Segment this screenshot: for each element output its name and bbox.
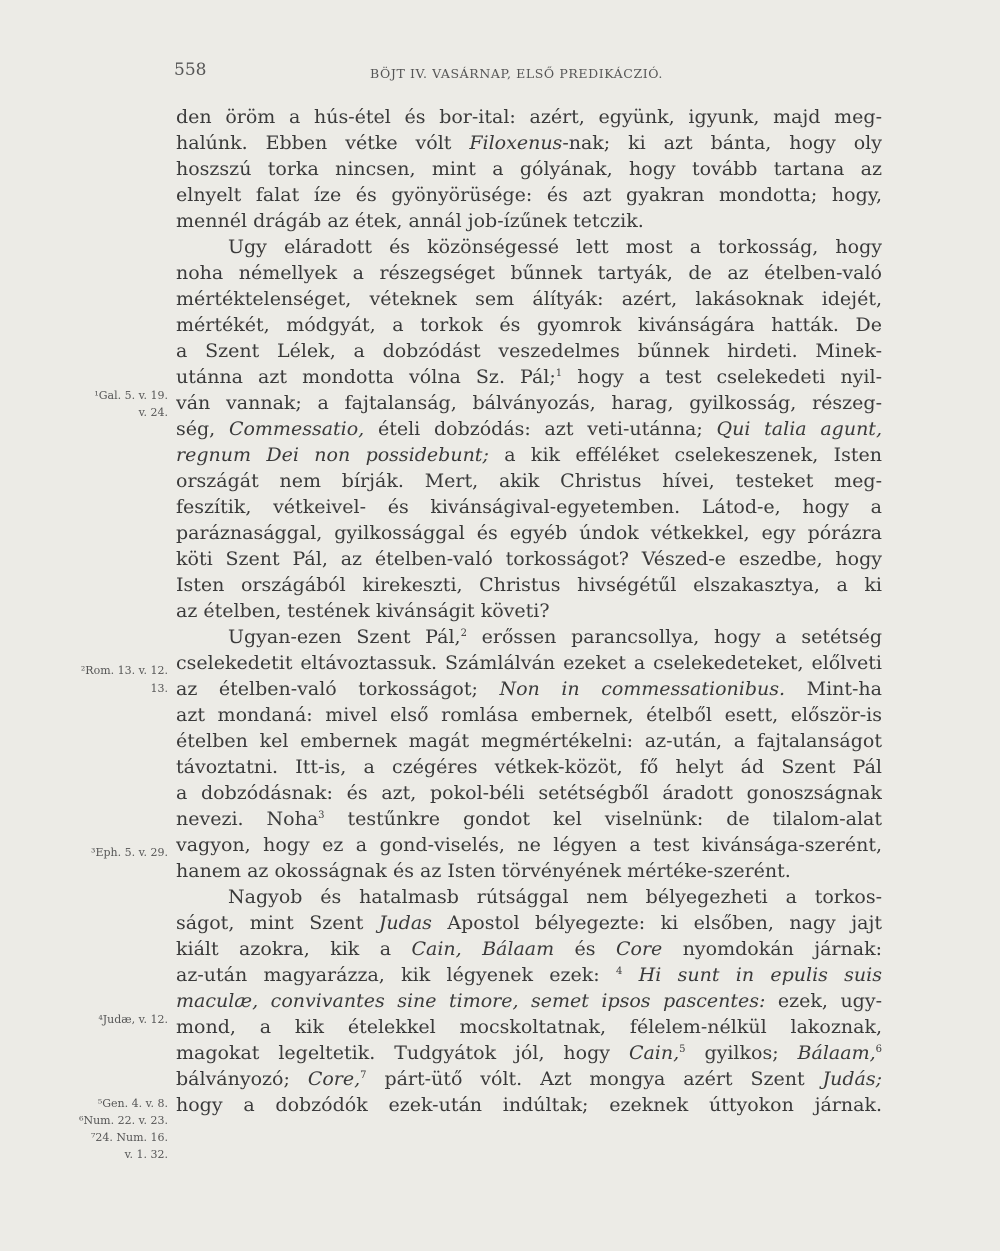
text-line (176, 286, 882, 312)
text-line (176, 390, 882, 416)
text-italic: Commessatio, (228, 418, 365, 440)
footnote-ref: 5 (679, 1044, 686, 1055)
text-line (176, 442, 882, 468)
body-text (176, 104, 882, 1118)
text-run: párt-ütő vólt. Azt mongya azért Szent (366, 1068, 823, 1090)
text-line (176, 1092, 882, 1118)
text-run: mértéktelenséget, véteknek sem álítyák: azért, lakásoknak idejét, (176, 288, 882, 310)
margin-note: ⁵Gen. 4. v. 8. (97, 1097, 168, 1110)
text-line (176, 520, 882, 546)
text-run: hoszszú torka nincsen, mint a gólyának, hogy tovább tartana az (176, 158, 882, 180)
text-run: Nagyob és hatalmasb rútsággal nem bélyegezheti a torkos- (228, 886, 882, 908)
text-run: mértékét, módgyát, a torkok és gyomrok kivánságára hatták. De (176, 314, 882, 336)
text-run: ételi dobzódás: azt veti-utánna; (364, 418, 717, 440)
text-run: Isten országából kirekeszti, Christus hivségétűl elszakasztya, a ki (176, 574, 882, 596)
footnote-ref: 7 (360, 1070, 367, 1081)
text-run: nyomdokán járnak: (662, 938, 882, 960)
text-run: az ételben-való torkosságot; (176, 678, 500, 700)
page-number: 558 (174, 60, 207, 80)
text-line (176, 1014, 882, 1040)
margin-note: ³Eph. 5. v. 29. (91, 846, 168, 859)
text-italic: Cain, (628, 1042, 680, 1064)
margin-note: v. 24. (138, 406, 168, 419)
text-run: utánna azt mondotta vólna Sz. Pál; (176, 366, 556, 388)
text-italic: Core (615, 938, 663, 960)
text-run: ételben kel embernek magát megmértékelni: az-után, a fajtalanságot (176, 730, 882, 752)
text-line (176, 208, 882, 234)
margin-note: ⁶Num. 22. v. 23. (79, 1114, 168, 1127)
text-run: erőssen parancsollya, hogy a setétség (466, 626, 882, 648)
text-run: cselekedetit eltávoztassuk. Számlálván ezeket a cselekedeteket, előlveti (176, 652, 882, 674)
text-run: a dobzódásnak: és azt, pokol-béli setétségből áradott gonoszságnak (176, 782, 882, 804)
text-run: Mint-ha (785, 678, 882, 700)
text-run: mond, a kik ételekkel mocskoltatnak, félelem-nélkül lakoznak, (176, 1016, 882, 1038)
text-line (176, 156, 882, 182)
text-line (176, 260, 882, 286)
text-run: paráznasággal, gyilkossággal és egyéb úndok vétkekkel, egy pórázra (176, 522, 882, 544)
text-line (176, 572, 882, 598)
text-italic: Cain, (411, 938, 462, 960)
footnote-ref: 1 (555, 368, 563, 379)
text-italic: Bálaam, (797, 1042, 876, 1064)
margin-note: 13. (150, 682, 168, 695)
margin-note: v. 1. 32. (124, 1148, 168, 1161)
text-run: noha némellyek a részegséget bűnnek tartyák, de az ételben-való (176, 262, 882, 284)
text-run: vagyon, hogy ez a gond-viselés, ne légyen a test kivánsága-szerént, (176, 834, 882, 856)
text-italic: maculæ, convivantes sine timore, semet ipsos pascentes: (176, 990, 766, 1012)
footnote-ref: 4 (615, 966, 623, 977)
text-line (176, 754, 882, 780)
text-run: testűnkre gondot kel viselnünk: de tilalom-alat (324, 808, 882, 830)
text-line (176, 910, 882, 936)
text-line (176, 806, 882, 832)
text-run: Apostol bélyegezte: ki elsőben, nagy jajt (431, 912, 882, 934)
text-italic: Non in commessationibus. (499, 678, 786, 700)
footnote-ref: 2 (460, 628, 467, 639)
text-run: kiált azokra, kik a (176, 938, 412, 960)
text-line (176, 988, 882, 1014)
text-line (176, 884, 882, 910)
text-run: bálványozó; (176, 1068, 308, 1090)
text-run: elnyelt falat íze és gyönyörüsége: és azt gyakran mondotta; hogy, (176, 184, 882, 206)
text-italic: Core, (307, 1068, 361, 1090)
text-line (176, 494, 882, 520)
text-line (176, 962, 882, 988)
text-italic: Judas (378, 912, 432, 934)
text-run: ságot, mint Szent (176, 912, 379, 934)
text-line (176, 858, 882, 884)
text-run: mennél drágáb az étek, annál job-ízűnek tetczik. (176, 210, 644, 232)
footnote-ref: 3 (318, 810, 325, 821)
text-line (176, 468, 882, 494)
text-run: és (554, 938, 616, 960)
text-italic: regnum Dei non possidebunt; (176, 444, 489, 466)
text-line (176, 338, 882, 364)
text-line (176, 780, 882, 806)
margin-note: ⁷24. Num. 16. (90, 1131, 168, 1144)
text-line (176, 650, 882, 676)
text-run: Ugyan-ezen Szent Pál, (228, 626, 461, 648)
text-run: a Szent Lélek, a dobzódást veszedelmes bűnnek hirdeti. Minek- (176, 340, 882, 362)
text-run: ezek, ugy- (765, 990, 882, 1012)
text-run: -nak; ki azt bánta, hogy oly (562, 132, 882, 154)
text-line (176, 130, 882, 156)
text-line (176, 624, 882, 650)
text-italic: Filoxenus (469, 132, 563, 154)
text-line (176, 234, 882, 260)
text-line (176, 416, 882, 442)
text-line (176, 1040, 882, 1066)
text-run: ség, (176, 418, 229, 440)
running-head: BÖJT IV. VASÁRNAP, ELSŐ PREDIKÁCZIÓ. (370, 66, 663, 81)
margin-note: ²Rom. 13. v. 12. (80, 664, 168, 677)
text-run: hogy a dobzódók ezek-után indúltak; ezeknek úttyokon járnak. (176, 1094, 882, 1116)
text-run: ván vannak; a fajtalanság, bálványozás, harag, gyilkosság, részeg- (176, 392, 882, 414)
text-line (176, 546, 882, 572)
text-line (176, 104, 882, 130)
margin-note: ⁴Judæ, v. 12. (98, 1013, 168, 1026)
text-run: nevezi. Noha (176, 808, 319, 830)
text-italic: Bálaam (482, 938, 555, 960)
footnote-ref: 6 (875, 1044, 882, 1055)
text-line (176, 676, 882, 702)
text-run: hogy a test cselekedeti nyil- (562, 366, 882, 388)
text-run: az-után magyarázza, kik légyenek ezek: (176, 964, 616, 986)
text-line (176, 312, 882, 338)
text-run: magokat legeltetik. Tudgyátok jól, hogy (176, 1042, 629, 1064)
text-run: a kik efféléket cselekeszenek, Isten (488, 444, 882, 466)
text-run: gyilkos; (685, 1042, 798, 1064)
text-italic: Qui talia agunt, (716, 418, 882, 440)
text-run: Ugy eláradott és közönségessé lett most a torkosság, hogy (228, 236, 882, 258)
text-run (462, 938, 482, 960)
text-italic: Hi sunt in epulis suis (638, 964, 882, 986)
text-line (176, 598, 882, 624)
text-line (176, 936, 882, 962)
text-line (176, 728, 882, 754)
text-italic: Judás; (822, 1068, 882, 1090)
text-line (176, 364, 882, 390)
text-line (176, 702, 882, 728)
text-run: halúnk. Ebben vétke vólt (176, 132, 470, 154)
text-run: feszítik, vétkeivel- és kivánságival-egyetemben. Látod-e, hogy a (176, 496, 882, 518)
text-run: köti Szent Pál, az ételben-való torkosságot? Vészed-e eszedbe, hogy (176, 548, 882, 570)
text-run: den öröm a hús-étel és bor-ital: azért, együnk, igyunk, majd meg- (176, 106, 882, 128)
text-run (622, 964, 638, 986)
text-run: országát nem bírják. Mert, akik Christus hívei, testeket meg- (176, 470, 882, 492)
text-line (176, 832, 882, 858)
text-line (176, 1066, 882, 1092)
text-run: azt mondaná: mivel első romlása embernek, ételből esett, először-is (176, 704, 882, 726)
text-run: távoztatni. Itt-is, a czégéres vétkek-közöt, fő helyt ád Szent Pál (176, 756, 882, 778)
text-run: hanem az okosságnak és az Isten törvényének mértéke-szerént. (176, 860, 791, 882)
margin-note: ¹Gal. 5. v. 19. (94, 389, 168, 402)
text-run: az ételben, testének kivánságit követi? (176, 600, 550, 622)
text-line (176, 182, 882, 208)
